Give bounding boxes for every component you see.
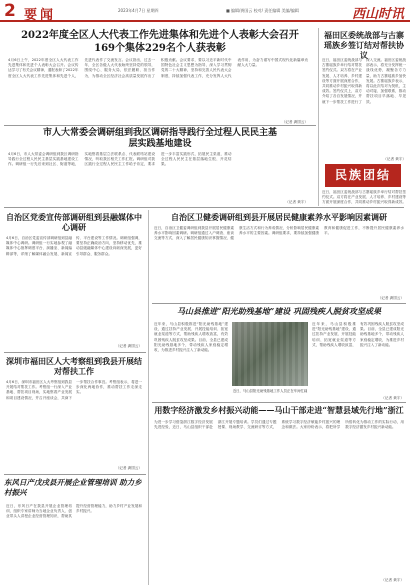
article-title: 深圳市福田区人大考察组到我县开展结对帮扶工作 [6, 356, 142, 376]
article-title: 2022年度全区人大代表工作先进集体和先进个人表彰大会召开 [21, 30, 299, 41]
article-body: 近日，东风日产在我县开展企业管理培训，组织专家讲师为当地企业负责人、创业带头人讲授企业经营管理知识，帮助其提升经营管理能力，助力乡村产业发展和乡村振兴。 [6, 504, 142, 519]
article-disability-base [152, 306, 406, 316]
article-health [152, 212, 406, 222]
article-title: 马山县推进“阳光助残基地”建设 巩固残疾人脱贫攻坚成果 [177, 306, 381, 316]
article-body: 近日，自治区卫健委调研组到我县开展居民健康素养水平影响因素调研。调研组通过入户调查、座谈交流等方式，深入了解居民健康知识掌握情况、健康生活方式和行为养成情况，分析影响居民健康素养水平的主要因素。调研组要求，要持续加强健康教育和健康促进工作，不断提升居民健康素养水平。 [154, 226, 404, 241]
article-title: 自治区党委宣传部调研组到县融媒体中心调研 [6, 212, 142, 232]
article-byline: （记者 黄宇） [381, 396, 404, 400]
article-title: 福田区委统战部与古寨瑶族乡签订结对帮扶协议 [324, 30, 404, 60]
article-body: 为进一步学习借鉴浙江数字经济发展先进经验，近日，马山县组织干部赴浙江开展专题培训。学员们通过专题授课、现场教学、交流研讨等方式，系统学习数字经济赋能乡村振兴的理念和做法。大家纷纷表示，将把所学所悟转化为推动工作的实际行动，用数字经济激发乡村振兴新动能。 [154, 420, 404, 430]
divider [4, 474, 146, 475]
divider [4, 125, 316, 126]
divider [4, 352, 146, 353]
article-body: 4月6日上午，2022年度全区人大代表工作先进集体和先进个人表彰大会召开。会议传达学习了有关会议精神，通报表彰了2022年度全区人大代表工作先进集体和先进个人，先进代表作了交流发言。会议指出，过去一年，全区各级人大代表始终坚持党的领导，围绕中心、服务大局，依法履职、担当作为，为推动全区经济社会高质量发展作出了积极贡献。会议要求，要以习近平新时代中国特色社会主义思想为指导，深入学习贯彻党的二十大精神，坚持和完善人民代表大会制度，持续加强代表工作，充分发挥人大代表作用，为奋力谱写中国式现代化新篇章贡献人大力量。 [8, 58, 308, 78]
article-byline: （记者 龚国云） [377, 296, 404, 300]
article-body: 4月6日，市人大常委会调研组到我区调研指导践行全过程人民民主基层实践基地建设工作。调研组一行先后来到社区、街道等地，实地察看基层立法联系点、代表联络站建设情况，听取我区相关工作汇报。调研组对我区践行全过程人民民主工作给予肯定，要求进一步丰富实践形式，拓展民主渠道，推动全过程人民民主在基层落地生根、开花结果。 [8, 152, 232, 167]
date-line: 2023年4月7日 星期四 [118, 8, 159, 13]
article-byline: （记者 黄宇） [285, 200, 308, 204]
article-futian-visit [4, 356, 144, 376]
page-number: 2 [4, 1, 16, 21]
divider [152, 402, 406, 403]
article-body-continued: 近日，福田区委统战部与古寨瑶族乡举行结对帮扶签约仪式。双方将在产业发展、人才培养、乡村建设等方面开展深度合作，共同推动乡村振兴取得新成效。 [322, 190, 406, 205]
article-byline: （记者 黄宇） [383, 157, 406, 161]
article-awards [4, 30, 316, 55]
masthead [0, 0, 410, 22]
article-unitedfront [322, 30, 406, 60]
article-title: 市人大常委会调研组到我区调研指导践行全过程人民民主基层实践基地建设 [42, 128, 277, 150]
article-byline: （记者 龚国云） [115, 344, 142, 348]
divider [4, 207, 404, 208]
article-npc-research [40, 128, 280, 151]
article-training [4, 478, 146, 498]
article-byline: （记者 龚国云） [115, 466, 142, 470]
article-body: 4月6日，深圳市福田区人大考察组到我县开展结对帮扶工作。考察组一行深入产业基地、帮扶项目现场，实地察看产业发展和项目建设情况，并召开座谈会，共商下一步帮扶合作事宜。考察组表示，将进一步深化两地协作，推动帮扶工作走深走实。 [6, 380, 142, 400]
article-digital-economy [152, 405, 406, 415]
article-body: 4月6日，自治区党委宣传部调研组到县融媒体中心调研。调研组一行实地参观了融媒体中心指挥调度平台、演播室、新闻编辑部等，详细了解媒体融合发展、新闻宣传、平台建设等工作情况。调研组强调，要坚持正确政治方向，坚持移动优先，推动县级融媒体中心建设向纵深发展，更好引导群众、服务群众。 [6, 236, 142, 256]
article-body: 近年来，马山县积极推进“阳光助残基地”建设，通过扶持产业发展、开展技能培训、拓宽就业渠道等方式，帮助残疾人增收致富，有效巩固残疾人脱贫攻坚成果。目前，全县已建成阳光助残基地多个，带动残疾人家庭稳定增收，为推进乡村振兴注入了新动能。 [154, 322, 228, 353]
article-media-center [4, 212, 144, 232]
column-divider [148, 210, 149, 585]
article-title: 自治区卫健委调研组到县开展居民健康素养水平影响因素调研 [171, 212, 387, 222]
article-body: 近日，福田区委统战部与古寨瑶族乡举行结对帮扶签约仪式。双方将在产业发展、人才培养、乡村建设等方面开展深度合作，共同推动乡村振兴取得新成效。签约仪式上，双方介绍了各自发展情况，并就下一步帮扶工作进行了深入交流。福田区委统战部表示，将充分发挥统一战线优势，凝聚各方力量，助力古寨瑶族乡加快发展。古寨瑶族乡表示，将以此次结对为契机，主动对接、加强联系，推动帮扶项目早落地、早见效。 [322, 58, 406, 104]
divider [152, 303, 406, 304]
article-title: 东风日产戊戌县开展企业管理培训 助力乡村振兴 [4, 478, 142, 497]
article-title: 用数字经济激发乡村振兴动能——马山干部走进“智慧县域先行地”浙江 [154, 405, 404, 415]
article-body-continued: 近年来，马山县积极推进“阳光助残基地”建设，通过扶持产业发展、开展技能培训、拓宽就业渠道等方式，帮助残疾人增收致富，有效巩固残疾人脱贫攻坚成果。目前，全县已建成阳光助残基地多个，带动残疾人家庭稳定增收，为推进乡村振兴注入了新动能。 [312, 322, 404, 347]
news-photo [232, 322, 308, 386]
section-title: 要闻 [24, 8, 57, 23]
ethnic-unity-badge: 民族团结 [325, 164, 401, 187]
editors-line: ■ 编辑/龚国云 校对/ 责任编辑 美编/编辑 [226, 8, 299, 13]
article-subtitle: 169个集体229名个人获表彰 [94, 42, 226, 54]
article-byline: （记者 黄宇） [381, 578, 404, 582]
photo-caption: 近日，马山县阳光助残基地工作人员正在车间忙碌 [232, 389, 308, 393]
article-byline: （记者 龚国云） [281, 120, 308, 124]
column-divider [318, 28, 319, 206]
newspaper-brand: 西山时讯 [351, 7, 404, 22]
